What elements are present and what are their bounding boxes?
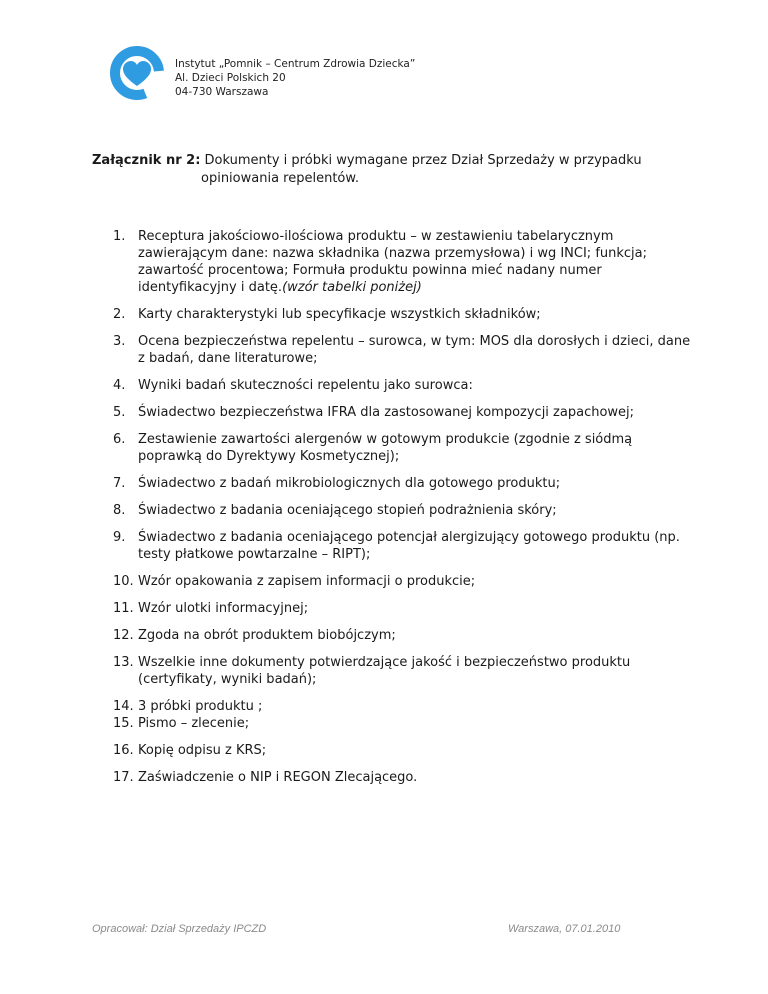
address-line: Instytut „Pomnik – Centrum Zdrowia Dziecka”: [175, 58, 416, 70]
list-item: [113, 431, 693, 465]
item-number: 10.: [113, 574, 134, 589]
item-number: 7.: [113, 476, 126, 491]
item-number: 14.: [113, 699, 134, 714]
item-text: Wzór opakowania z zapisem informacji o produkcie;: [138, 574, 476, 589]
heading-line-1: Dokumenty i próbki wymagane przez Dział Sprzedaży w przypadku: [204, 153, 642, 168]
list-item: [113, 600, 693, 617]
list-item: [113, 306, 693, 323]
list-item: [113, 377, 693, 394]
item-number: 16.: [113, 743, 134, 758]
item-text: Zaświadczenie o NIP i REGON Zlecającego.: [138, 770, 418, 785]
list-item: [113, 627, 693, 644]
footer-author: Opracował: Dział Sprzedaży IPCZD: [92, 923, 267, 935]
list-item: [113, 228, 693, 296]
item-number: 11.: [113, 601, 134, 616]
item-number: 13.: [113, 655, 134, 670]
item-text: 3 próbki produktu ;: [138, 699, 263, 714]
item-text: Wszelkie inne dokumenty potwierdzające jakość i bezpieczeństwo produktu (certyfikaty, wyniki badań);: [138, 655, 631, 687]
annex-label: Załącznik nr 2:: [92, 153, 201, 168]
item-text: Zgoda na obrót produktem biobójczym;: [138, 628, 396, 643]
item-number: 8.: [113, 503, 126, 518]
item-text: Zestawienie zawartości alergenów w gotowym produkcie (zgodnie z siódmą poprawką do Dyrektywy Kosmetycznej);: [138, 432, 633, 464]
list-item: [113, 742, 693, 759]
item-text: Świadectwo bezpieczeństwa IFRA dla zastosowanej kompozycji zapachowej;: [138, 405, 635, 420]
list-item: [113, 654, 693, 688]
item-number: 6.: [113, 432, 126, 447]
list-item: [113, 502, 693, 519]
item-text: Świadectwo z badania oceniającego stopień podrażnienia skóry;: [138, 503, 557, 518]
item-text: Kopię odpisu z KRS;: [138, 743, 267, 758]
item-text-main: Receptura jakościowo-ilościowa produktu – w zestawieniu tabelarycznym zawierającym dane: nazwa składnika (nazwa przemysłowa) i wg INCI; funkcja; zawartość procentowa; Formuła produktu powinna mieć nadany numer identyfikacyjny i datę.: [138, 229, 648, 295]
item-note: (wzór tabelki poniżej): [282, 280, 422, 295]
item-number: 3.: [113, 334, 126, 349]
list-item: [113, 573, 693, 590]
item-text: Pismo – zlecenie;: [138, 716, 250, 731]
list-item: [113, 769, 693, 786]
list-item: [113, 404, 693, 421]
list-item: [113, 475, 693, 492]
item-text: [138, 228, 693, 296]
item-number: 9.: [113, 530, 126, 545]
item-text: Świadectwo z badania oceniającego potencjał alergizujący gotowego produktu (np. testy płatkowe powtarzalne – RIPT);: [138, 530, 680, 562]
address-line: Al. Dzieci Polskich 20: [175, 72, 286, 84]
list-item: [113, 698, 693, 715]
item-number: 15.: [113, 716, 134, 731]
list-item: [113, 529, 693, 563]
requirements-list: [113, 228, 693, 786]
item-text: Wyniki badań skuteczności repelentu jako surowca:: [138, 378, 473, 393]
item-text: Ocena bezpieczeństwa repelentu – surowca, w tym: MOS dla dorosłych i dzieci, dane z badań, dane literaturowe;: [138, 334, 691, 366]
footer-date: Warszawa, 07.01.2010: [508, 923, 621, 935]
item-number: 12.: [113, 628, 134, 643]
address-line: 04-730 Warszawa: [175, 86, 269, 98]
institute-address: [175, 57, 415, 99]
item-text: Karty charakterystyki lub specyfikacje wszystkich składników;: [138, 307, 541, 322]
item-text: Świadectwo z badań mikrobiologicznych dla gotowego produktu;: [138, 476, 561, 491]
heart-c-logo-icon: [108, 44, 166, 102]
item-number: 5.: [113, 405, 126, 420]
item-number: 4.: [113, 378, 126, 393]
list-item: [113, 715, 693, 732]
list-item: [113, 333, 693, 367]
item-text: Wzór ulotki informacyjnej;: [138, 601, 309, 616]
document-heading: [92, 152, 692, 188]
heading-line-2: opiniowania repelentów.: [201, 171, 359, 186]
item-number: 17.: [113, 770, 134, 785]
item-number: 2.: [113, 307, 126, 322]
item-number: 1.: [113, 229, 126, 244]
